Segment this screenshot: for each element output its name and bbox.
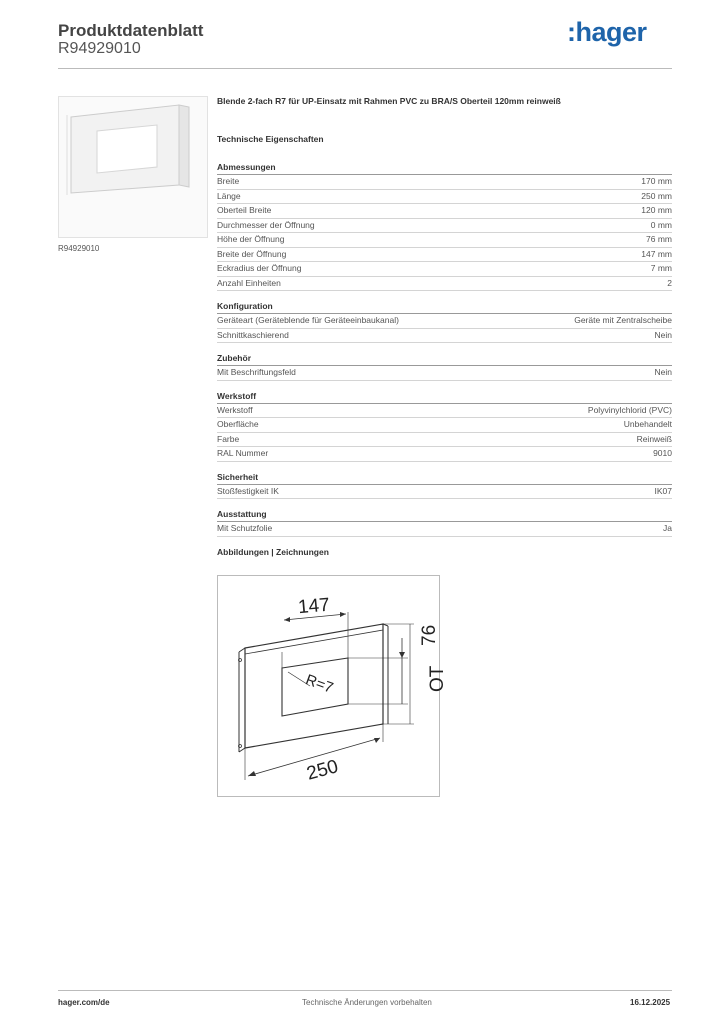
- spec-row: [217, 522, 672, 537]
- spec-label: Höhe der Öffnung: [217, 234, 285, 244]
- footer-date: 16.12.2025: [630, 998, 671, 1007]
- spec-value: Geräte mit Zentralscheibe: [574, 315, 672, 325]
- product-details: [217, 96, 672, 557]
- spec-section: [217, 509, 672, 537]
- thumbnail-caption: R94929010: [58, 244, 100, 253]
- spec-row: [217, 175, 672, 190]
- spec-row: [217, 485, 672, 500]
- section-title: Konfiguration: [217, 301, 672, 314]
- spec-row: [217, 248, 672, 263]
- dim-length-label: 250: [304, 756, 341, 785]
- spec-row: [217, 277, 672, 292]
- spec-row: [217, 404, 672, 419]
- technical-drawing: [217, 575, 448, 797]
- dim-ot-label: OT: [427, 665, 448, 692]
- spec-row: [217, 447, 672, 462]
- spec-label: Farbe: [217, 433, 240, 444]
- spec-value: IK07: [654, 485, 672, 496]
- product-thumbnail: [58, 96, 208, 238]
- dim-height-label: 76: [419, 624, 440, 646]
- spec-value: 7 mm: [650, 263, 672, 273]
- section-title: Werkstoff: [217, 391, 672, 404]
- spec-value: 2: [667, 277, 672, 288]
- spec-label: Mit Beschriftungsfeld: [217, 367, 296, 377]
- spec-row: [217, 366, 672, 381]
- spec-value: 250 mm: [641, 190, 672, 201]
- section-title: Zubehör: [217, 353, 672, 366]
- figures-heading: Abbildungen | Zeichnungen: [217, 546, 329, 557]
- spec-sections: [217, 162, 672, 537]
- section-title: Ausstattung: [217, 509, 672, 522]
- spec-row: [217, 219, 672, 234]
- spec-value: Nein: [654, 329, 672, 340]
- spec-value: Polyvinylchlorid (PVC): [587, 404, 672, 415]
- spec-value: 76 mm: [646, 234, 672, 244]
- spec-value: Reinweiß: [636, 433, 672, 444]
- spec-row: [217, 204, 672, 219]
- product-title: Blende 2-fach R7 für UP-Einsatz mit Rahmen PVC zu BRA/S Oberteil 120mm reinweiß: [217, 96, 561, 106]
- header-divider: [58, 68, 672, 69]
- spec-row: [217, 190, 672, 205]
- spec-row: [217, 433, 672, 448]
- dim-width-label: 147: [297, 594, 331, 619]
- spec-row: [217, 314, 672, 329]
- spec-section: [217, 472, 672, 500]
- spec-row: [217, 329, 672, 344]
- spec-value: 0 mm: [650, 219, 672, 230]
- spec-value: 147 mm: [641, 248, 672, 259]
- spec-section: [217, 391, 672, 462]
- spec-value: Unbehandelt: [623, 419, 672, 429]
- spec-section: [217, 353, 672, 381]
- product-number: R94929010: [58, 40, 141, 57]
- spec-row: [217, 233, 672, 248]
- spec-label: Anzahl Einheiten: [217, 277, 281, 288]
- spec-row: [217, 262, 672, 277]
- spec-label: Oberfläche: [217, 419, 259, 429]
- footer-divider: [58, 990, 672, 991]
- spec-value: 170 mm: [641, 176, 672, 186]
- spec-label: Eckradius der Öffnung: [217, 263, 302, 273]
- footer-website[interactable]: hager.com/de: [58, 998, 110, 1007]
- spec-label: Geräteart (Geräteblende für Geräteeinbaukanal): [217, 315, 399, 325]
- spec-label: Schnittkaschierend: [217, 329, 289, 340]
- spec-label: Breite: [217, 176, 240, 186]
- spec-value: Ja: [663, 523, 672, 533]
- spec-label: Werkstoff: [217, 404, 253, 415]
- spec-value: 9010: [653, 448, 672, 458]
- spec-label: Länge: [217, 190, 241, 201]
- dim-radius-label: R=7: [303, 671, 336, 697]
- page-title: Produktdatenblatt: [58, 21, 204, 40]
- spec-label: Mit Schutzfolie: [217, 523, 273, 533]
- spec-value: Nein: [654, 367, 672, 377]
- section-title: Sicherheit: [217, 472, 672, 485]
- tech-heading: Technische Eigenschaften: [217, 134, 324, 144]
- spec-section: [217, 162, 672, 291]
- spec-label: RAL Nummer: [217, 448, 269, 458]
- spec-row: [217, 418, 672, 433]
- section-title: Abmessungen: [217, 162, 672, 175]
- spec-label: Durchmesser der Öffnung: [217, 219, 315, 230]
- spec-section: [217, 301, 672, 343]
- spec-label: Breite der Öffnung: [217, 248, 287, 259]
- spec-value: 120 mm: [641, 205, 672, 215]
- spec-label: Stoßfestigkeit IK: [217, 485, 279, 496]
- footer-disclaimer: Technische Änderungen vorbehalten: [302, 998, 432, 1007]
- hager-logo: :hager: [567, 17, 647, 47]
- spec-label: Oberteil Breite: [217, 205, 272, 215]
